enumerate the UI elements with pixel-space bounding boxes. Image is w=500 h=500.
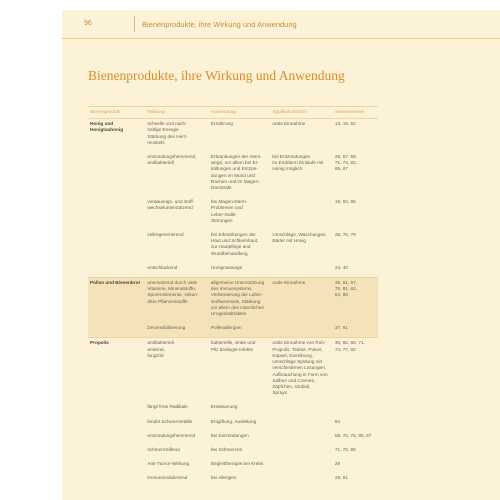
anwendung-cell: bei Schmerzen [210, 446, 243, 452]
applikation-cell: Umschläge, Waschungen Bäder mit Honig [272, 232, 326, 244]
header-divider [134, 16, 135, 32]
seiten-cell: 29 [334, 461, 341, 467]
seiten-cell: 28, 67, 68, 71, 74, 82, 85, 87 [334, 154, 358, 172]
table-row [88, 402, 378, 416]
bee-products-table [88, 106, 378, 488]
seiten-cell: 28, 76, 78 [334, 232, 356, 238]
anwendung-cell: bei Entzündungen [210, 432, 249, 438]
applikation-cell [270, 323, 333, 338]
table-row [88, 278, 378, 324]
product-cell [88, 263, 145, 278]
wirkung-cell: Anti-Tumor-Wirkung [147, 461, 190, 467]
applikation-cell [270, 402, 333, 416]
wirkung-cell: schnelle und nach- haltige Energie Stärkung des Herz- muskels [145, 119, 209, 152]
anwendung-cell: Honigmassage [210, 264, 243, 270]
seiten-cell: 84 [334, 418, 341, 424]
applikation-cell [270, 417, 333, 431]
applikation-cell [270, 431, 333, 445]
anwendung-cell: Entgiftung, Ausleitung [210, 418, 257, 424]
applikation-cell: orale Einnahme [270, 278, 333, 324]
seiten-cell: 68, 72, 76, 85, 87 [334, 432, 372, 438]
applikation-cell [270, 445, 333, 459]
table-row [88, 197, 378, 230]
applikation-cell: bei Entzündungen im Enddarm Einlaufe mit Honig möglich [272, 154, 324, 172]
table-row [88, 263, 378, 278]
product-cell: Propolis [88, 338, 145, 402]
column-header: Bienenprodukt [88, 107, 145, 119]
seiten-cell: 30, 65, 66, 71, 74, 77, 82 [333, 338, 378, 402]
table-row [88, 152, 378, 197]
anwendung-cell: bakterielle, virale und Pilz bedingte Infekte [209, 338, 270, 402]
anwendung-cell: bei Erkrankungen der Haut und Schleimhaut, zur Hautpflege und Wundbehandlung [210, 232, 259, 256]
product-cell: Honig und Honigtauhonig [88, 119, 145, 152]
anwendung-cell: allgemeine Unterstützung des Immunsystems, Verbesserung der Leber- stoffwechsels, Stärkung vor allem des männlichen Urogenitaltraktes [209, 278, 270, 324]
product-cell: Pollen und Bienenbrot [88, 278, 145, 324]
applikation-cell [270, 197, 333, 230]
wirkung-cell: entzündungshemmend [147, 432, 196, 438]
seiten-cell: 28, 61 [334, 475, 348, 481]
table-row [88, 431, 378, 445]
table-row [88, 230, 378, 263]
applikation-cell: orale Einnahme von Roh- Propolis, Tinktur, Pulver, Kapsel, Einreibung, Umschläge Spülung mit verschiedenen Lösungen, Aufbrauchung in Form von Salben und Cremes, Zäpfchen, Globuli, Sprays [270, 338, 333, 402]
column-header: Wirkung [145, 107, 209, 119]
seiten-cell [333, 402, 378, 416]
section-title: Bienenprodukte, ihre Wirkung und Anwendung [88, 68, 345, 83]
applikation-cell [270, 473, 333, 487]
product-cell [88, 459, 145, 473]
wirkung-cell: entzündungshemmend, antibakteriell [147, 154, 197, 166]
wirkung-cell: bindet Schwermetalle [147, 418, 193, 424]
column-header: Anwendung [209, 107, 270, 119]
wirkung-cell: immunmodulierend [147, 475, 188, 481]
anwendung-cell: Begleittherapie bei Krebs [210, 461, 264, 467]
seiten-cell: 71, 72, 80 [334, 446, 356, 452]
product-cell [88, 323, 145, 338]
table-row [88, 338, 378, 402]
seiten-cell: 13, 19, 62 [333, 119, 378, 152]
applikation-cell: orale Einnahme [270, 119, 333, 152]
applikation-cell [270, 263, 333, 278]
anwendung-cell: Pollenallergien [209, 323, 270, 338]
anwendung-cell: Erkrankungen der Atem- wege, vor allem bei Er- kältungen und Entzün- dungen im Mund und Rachen und im Magen- Darmtrakt [210, 154, 262, 191]
table-row [88, 459, 378, 473]
wirkung-cell: antibakteriell, antiviral, fungizid [145, 338, 209, 402]
product-cell [88, 445, 145, 459]
product-cell [88, 473, 145, 487]
column-header: Applikationsform [270, 107, 333, 119]
product-cell [88, 417, 145, 431]
seiten-cell: 35, 61, 67, 75, 81, 82, 84, 89 [333, 278, 378, 324]
table-row [88, 473, 378, 487]
column-header: Seitenverweis [333, 107, 378, 119]
product-cell [88, 197, 145, 230]
page-number: 96 [84, 20, 92, 27]
seiten-cell: 19, 84, 86 [334, 199, 356, 205]
table-row [88, 119, 378, 152]
applikation-cell [270, 459, 333, 473]
table-row [88, 445, 378, 459]
anwendung-cell: Ernährung [209, 119, 270, 152]
wirkung-cell: fängt freie Radikale [147, 404, 188, 410]
product-cell [88, 230, 145, 263]
product-cell [88, 402, 145, 416]
table-row [88, 417, 378, 431]
wirkung-cell: verdauungs- und stoff- wechselunterstützend [147, 199, 195, 211]
table-header-row [88, 107, 378, 119]
wirkung-cell: schmerzstillend [147, 446, 180, 452]
anwendung-cell: bei Allergien [210, 475, 237, 481]
wirkung-cell: unersetzend durch viele Vitamine, Mineralstoffe, Spurenelemente, sekun- däre Pflanzenstoffe [145, 278, 209, 324]
seiten-cell: 37, 61 [333, 323, 378, 338]
wirkung-cell: entschlackend [147, 264, 178, 270]
seiten-cell: 24, 40 [334, 264, 348, 270]
running-title: Bienenprodukte, ihre Wirkung und Anwendung [142, 20, 297, 29]
anwendung-cell: Entsäuerung [210, 404, 238, 410]
table-row [88, 323, 378, 338]
product-cell [88, 431, 145, 445]
product-cell [88, 152, 145, 197]
anwendung-cell: bei Magen-Darm- Problemen und Leber-Galle- Störungen [210, 199, 248, 223]
wirkung-cell: zellregenerierend [147, 232, 184, 238]
page-header [62, 10, 500, 39]
wirkung-cell: Desensibilisierung [145, 323, 209, 338]
